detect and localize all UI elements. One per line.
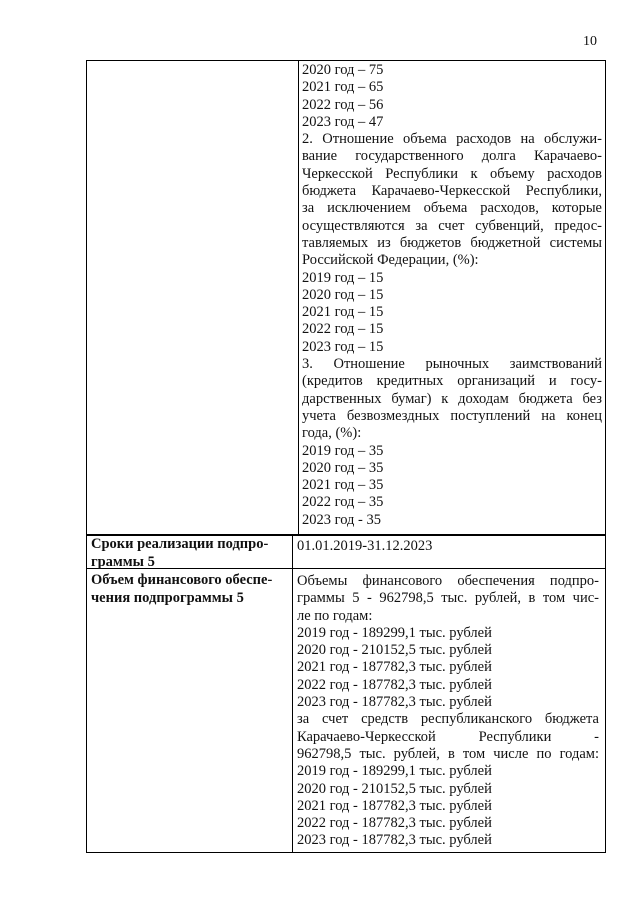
text-line: ле по годам: (297, 607, 373, 624)
text-line: бюджета Карачаево-Черкесской Республики, (302, 183, 602, 200)
text-line: тавляемых из бюджетов бюджетной системы (302, 234, 602, 251)
text-line: 2020 год - 210152,5 тыс. рублей (297, 780, 492, 797)
text-line: 2021 год - 187782,3 тыс. рублей (297, 659, 492, 676)
text-line: Объемы финансового обеспечения подпро- (297, 573, 599, 589)
term-label (91, 536, 289, 571)
term-label-line: граммы 5 (91, 553, 155, 570)
term-value (297, 538, 597, 555)
text-line: 2019 год – 15 (302, 269, 384, 286)
page-number: 10 (583, 34, 597, 49)
top-table (86, 60, 606, 535)
funding-label-line: Объем финансового обеспе- (91, 572, 273, 588)
text-line: 2022 год – 35 (302, 494, 384, 511)
text-line: за исключением объема расходов, которые (302, 200, 602, 217)
term-value-text: 01.01.2019-31.12.2023 (297, 538, 433, 554)
top-right-cell (302, 62, 602, 529)
text-line: 2021 год – 65 (302, 79, 384, 96)
text-line: граммы 5 - 962798,5 тыс. рублей, в том чис- (297, 590, 599, 607)
text-line: 962798,5 тыс. рублей, в том числе по годам: (297, 745, 599, 762)
text-line: Черкесской Республики к объему расходов (302, 165, 602, 182)
top-column-divider (298, 61, 299, 534)
text-line: 2022 год - 187782,3 тыс. рублей (297, 815, 492, 832)
text-line: 2022 год – 15 (302, 321, 384, 338)
text-line: 2019 год – 35 (302, 442, 384, 459)
text-line: 2023 год – 15 (302, 338, 384, 355)
text-line: 2023 год – 47 (302, 113, 384, 130)
text-line: 2019 год - 189299,1 тыс. рублей (297, 763, 492, 780)
text-line: (кредитов кредитных организаций и госу- (302, 373, 602, 390)
text-line: 2020 год – 35 (302, 459, 384, 476)
text-line: Карачаево-Черкесской Республики - (297, 728, 599, 745)
text-line: 2022 год - 187782,3 тыс. рублей (297, 676, 492, 693)
text-line: 3. Отношение рыночных заимствований (302, 356, 602, 373)
text-line: 2020 год – 75 (302, 62, 384, 78)
text-line: осуществляются за счет субвенций, предос- (302, 217, 602, 234)
text-line: 2023 год - 187782,3 тыс. рублей (297, 832, 492, 849)
text-line: 2020 год - 210152,5 тыс. рублей (297, 642, 492, 659)
funding-label (91, 572, 289, 607)
text-line: 2021 год - 187782,3 тыс. рублей (297, 797, 492, 814)
text-line: 2020 год – 15 (302, 286, 384, 303)
text-line: 2. Отношение объема расходов на обслужи- (302, 131, 602, 148)
text-line: дарственных бумаг) к доходам бюджета без (302, 390, 602, 407)
bottom-column-divider (292, 536, 293, 852)
text-line: 2021 год – 35 (302, 477, 384, 494)
text-line: 2021 год – 15 (302, 304, 384, 321)
text-line: за счет средств республиканского бюджета (297, 711, 599, 728)
funding-label-line: чения подпрограммы 5 (91, 589, 244, 606)
funding-value (297, 573, 599, 850)
bottom-table (86, 535, 606, 853)
text-line: Российской Федерации, (%): (302, 252, 479, 269)
text-line: 2019 год - 189299,1 тыс. рублей (297, 624, 492, 641)
text-line: 2023 год - 35 (302, 511, 381, 528)
text-line: учета безвозмездных поступлений на конец (302, 407, 602, 424)
text-line: года, (%): (302, 425, 362, 442)
term-label-line: Сроки реализации подпро- (91, 536, 269, 552)
text-line: 2023 год - 187782,3 тыс. рублей (297, 694, 492, 711)
text-line: вание государственного долга Карачаево- (302, 148, 602, 165)
text-line: 2022 год – 56 (302, 96, 384, 113)
